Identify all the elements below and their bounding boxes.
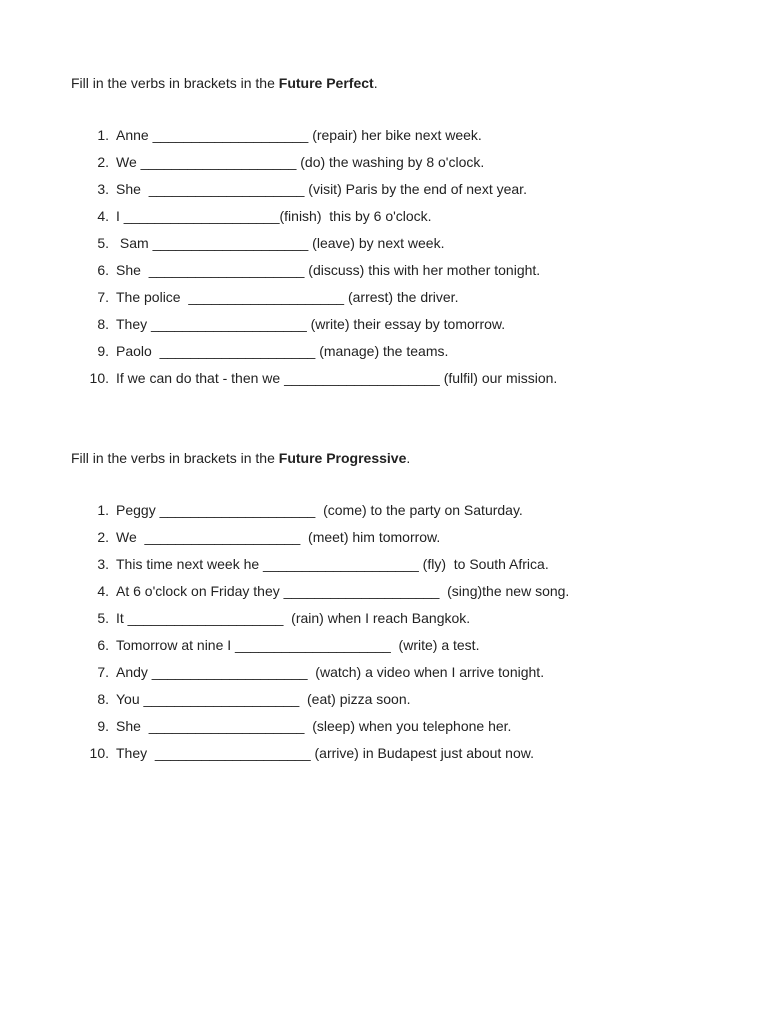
exercise-item <box>71 342 731 369</box>
exercise-number: 1. <box>97 502 109 518</box>
exercise-item <box>71 180 731 207</box>
exercise-number: 6. <box>97 262 109 278</box>
future-progressive-exercise-list <box>71 501 731 771</box>
exercise-text: Tomorrow at nine I ____________________ (write) a test. <box>116 637 480 653</box>
future-progressive-instruction <box>71 449 731 467</box>
exercise-number: 5. <box>97 235 109 251</box>
exercise-text: It ____________________ (rain) when I reach Bangkok. <box>116 610 471 626</box>
instruction-prefix: Fill in the verbs in brackets in the <box>71 450 279 466</box>
exercise-item <box>71 501 731 528</box>
exercise-text: Peggy ____________________ (come) to the party on Saturday. <box>116 502 523 518</box>
exercise-text: We ____________________ (meet) him tomorrow. <box>116 529 441 545</box>
future-progressive-section <box>71 449 731 771</box>
exercise-item <box>71 153 731 180</box>
exercise-number: 6. <box>97 637 109 653</box>
exercise-item <box>71 288 731 315</box>
exercise-number: 10. <box>89 370 109 386</box>
exercise-item <box>71 717 731 744</box>
exercise-text: She ____________________ (discuss) this with her mother tonight. <box>116 262 541 278</box>
exercise-item <box>71 315 731 342</box>
exercise-item <box>71 636 731 663</box>
exercise-text: I ____________________(finish) this by 6 o'clock. <box>116 208 432 224</box>
exercise-item <box>71 207 731 234</box>
exercise-text: This time next week he ____________________ (fly) to South Africa. <box>116 556 549 572</box>
exercise-number: 7. <box>97 289 109 305</box>
exercise-number: 10. <box>89 745 109 761</box>
exercise-number: 2. <box>97 154 109 170</box>
exercise-text: At 6 o'clock on Friday they ____________________ (sing)the new song. <box>116 583 570 599</box>
exercise-number: 9. <box>97 343 109 359</box>
exercise-item <box>71 126 731 153</box>
exercise-number: 8. <box>97 691 109 707</box>
exercise-text: They ____________________ (write) their essay by tomorrow. <box>116 316 506 332</box>
exercise-number: 5. <box>97 610 109 626</box>
exercise-number: 4. <box>97 583 109 599</box>
exercise-text: Anne ____________________ (repair) her bike next week. <box>116 127 482 143</box>
instruction-tense: Future Perfect <box>278 75 374 91</box>
exercise-number: 8. <box>97 316 109 332</box>
exercise-number: 3. <box>97 556 109 572</box>
instruction-prefix: Fill in the verbs in brackets in the <box>71 75 279 91</box>
future-perfect-exercise-list <box>71 126 731 396</box>
exercise-text: She ____________________ (visit) Paris by the end of next year. <box>116 181 527 197</box>
instruction-suffix: . <box>373 75 378 91</box>
exercise-text: Sam ____________________ (leave) by next week. <box>116 235 445 251</box>
exercise-item <box>71 609 731 636</box>
exercise-item <box>71 369 731 396</box>
exercise-item <box>71 261 731 288</box>
future-perfect-instruction <box>71 74 731 92</box>
exercise-number: 7. <box>97 664 109 680</box>
exercise-text: The police ____________________ (arrest) the driver. <box>116 289 459 305</box>
exercise-number: 9. <box>97 718 109 734</box>
exercise-number: 2. <box>97 529 109 545</box>
exercise-text: If we can do that - then we ____________________ (fulfil) our mission. <box>116 370 558 386</box>
exercise-text: Andy ____________________ (watch) a video when I arrive tonight. <box>116 664 545 680</box>
exercise-item <box>71 744 731 771</box>
exercise-item <box>71 663 731 690</box>
instruction-tense: Future Progressive <box>278 450 407 466</box>
exercise-text: We ____________________ (do) the washing by 8 o'clock. <box>116 154 485 170</box>
exercise-text: Paolo ____________________ (manage) the teams. <box>116 343 449 359</box>
exercise-item <box>71 582 731 609</box>
exercise-number: 4. <box>97 208 109 224</box>
exercise-number: 3. <box>97 181 109 197</box>
exercise-number: 1. <box>97 127 109 143</box>
exercise-item <box>71 690 731 717</box>
exercise-text: You ____________________ (eat) pizza soon. <box>116 691 411 707</box>
future-perfect-section <box>71 74 731 396</box>
exercise-item <box>71 528 731 555</box>
instruction-suffix: . <box>406 450 411 466</box>
exercise-item <box>71 234 731 261</box>
exercise-item <box>71 555 731 582</box>
exercise-text: They ____________________ (arrive) in Budapest just about now. <box>116 745 534 761</box>
exercise-text: She ____________________ (sleep) when you telephone her. <box>116 718 512 734</box>
